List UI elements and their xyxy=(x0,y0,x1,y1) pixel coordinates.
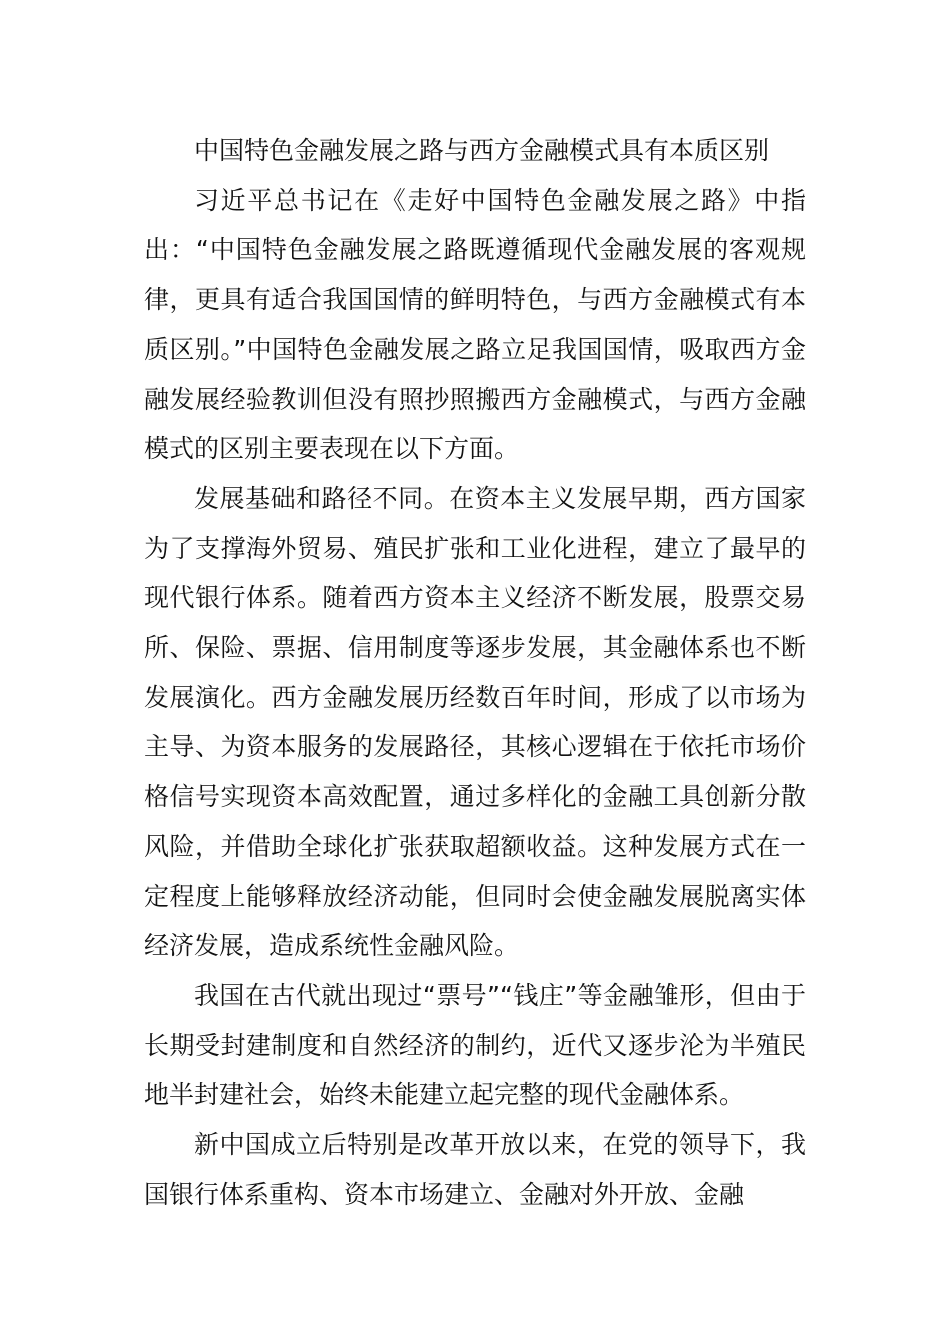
section-heading: 中国特色金融发展之路与西方金融模式具有本质区别 xyxy=(194,136,770,165)
paragraph-intro: 习近平总书记在《走好中国特色金融发展之路》中指出：“中国特色金融发展之路既遵循现代金融发展的客观规律，更具有适合我国国情的鲜明特色，与西方金融模式有本质区别。”中国特色金融发展之路立足我国国情，吸取西方金融发展经验教训但没有照抄照搬西方金融模式，与西方金融模式的区别主要表现在以下方面。 xyxy=(144,185,806,464)
paragraph-new-china: 新中国成立后特别是改革开放以来，在党的领导下，我国银行体系重构、资本市场建立、金融对外开放、金融 xyxy=(144,1130,806,1209)
paragraph-ancient-china: 我国在古代就出现过“票号”“钱庄”等金融雏形，但由于长期受封建制度和自然经济的制约，近代又逐步沦为半殖民地半封建社会，始终未能建立起完整的现代金融体系。 xyxy=(144,980,806,1110)
paragraph-foundation: 发展基础和路径不同。在资本主义发展早期，西方国家为了支撑海外贸易、殖民扩张和工业化进程，建立了最早的现代银行体系。随着西方资本主义经济不断发展，股票交易所、保险、票据、信用制度等逐步发展，其金融体系也不断发展演化。西方金融发展历经数百年时间，形成了以市场为主导、为资本服务的发展路径，其核心逻辑在于依托市场价格信号实现资本高效配置，通过多样化的金融工具创新分散风险，并借助全球化扩张获取超额收益。这种发展方式在一定程度上能够释放经济动能，但同时会使金融发展脱离实体经济发展，造成系统性金融风险。 xyxy=(144,483,806,961)
document-body xyxy=(144,126,806,1219)
